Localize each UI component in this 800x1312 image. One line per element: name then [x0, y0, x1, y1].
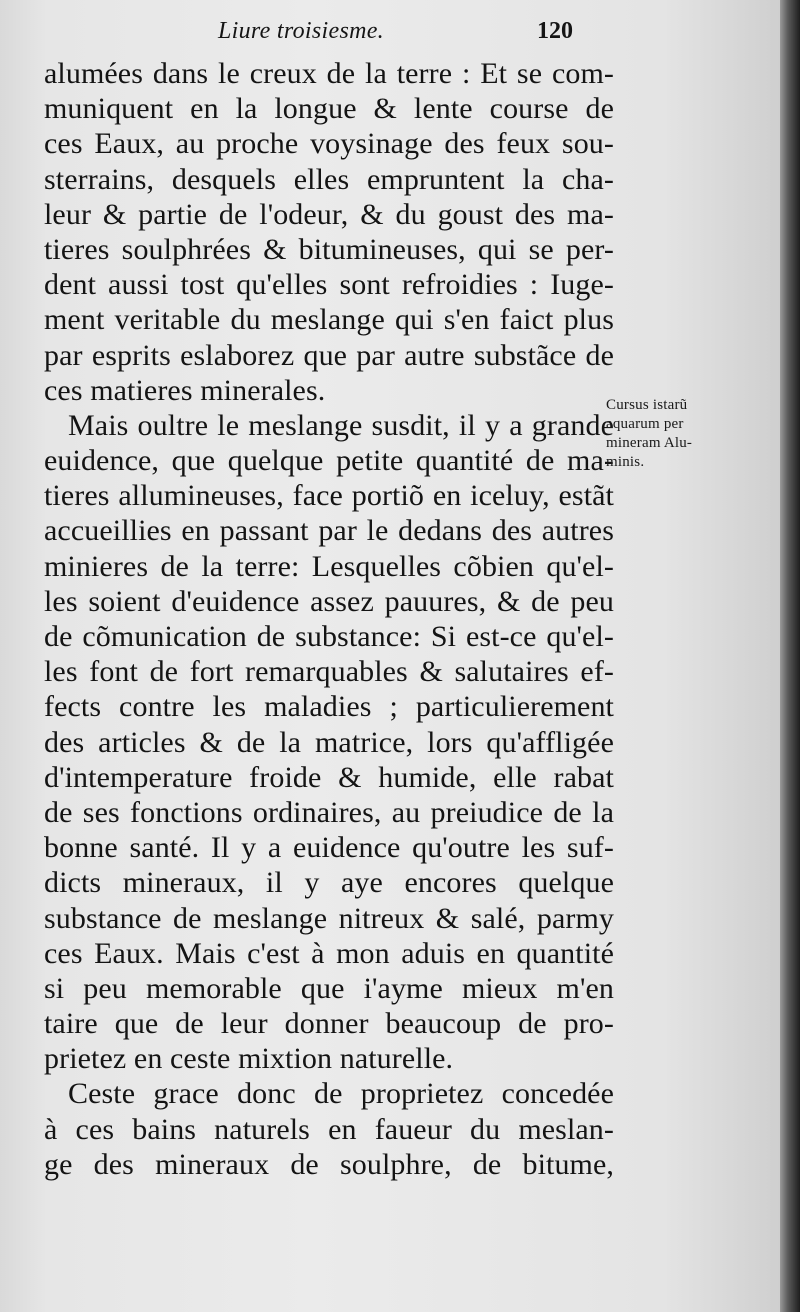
text-line: sterrains, desquels elles empruntent la cha- — [44, 162, 614, 196]
text-line: fects contre les maladies ; particulierement — [44, 690, 614, 724]
text-line: les soient d'euidence assez pauures, & de peu — [44, 584, 614, 618]
page-number: 120 — [537, 18, 573, 44]
body-text — [44, 56, 614, 1182]
text-line: substance de meslange nitreux & salé, parmy — [44, 901, 614, 935]
marginal-note-line: aquarum per — [606, 416, 684, 432]
text-line: minieres de la terre: Lesquelles cõbien qu'el- — [44, 549, 614, 583]
marginal-note-line: minis. — [606, 454, 645, 470]
marginal-note-line: mineram Alu- — [606, 435, 693, 451]
text-line: taire que de leur donner beaucoup de pro- — [44, 1007, 614, 1041]
text-line: muniquent en la longue & lente course de — [44, 92, 614, 126]
text-line: ces Eaux. Mais c'est à mon aduis en quantité — [44, 936, 614, 970]
text-line: leur & partie de l'odeur, & du goust des ma- — [44, 197, 614, 231]
text-line: de ses fonctions ordinaires, au preiudice de la — [44, 795, 614, 829]
text-line: dent aussi tost qu'elles sont refroidies : Iuge- — [44, 268, 614, 302]
marginal-note — [606, 396, 756, 472]
text-line: par esprits eslaborez que par autre substãce de — [44, 338, 614, 372]
marginal-note-line: Cursus istarũ — [606, 397, 688, 413]
text-line: d'intemperature froide & humide, elle rabat — [44, 760, 614, 794]
page-edge-shadow — [780, 0, 800, 1312]
page-header — [0, 18, 780, 52]
text-line: de cõmunication de substance: Si est-ce qu'el- — [44, 620, 614, 653]
text-line: tieres allumineuses, face portiõ en iceluy, estãt — [44, 479, 614, 513]
text-line: euidence, que quelque petite quantité de ma- — [44, 444, 614, 478]
text-line: si peu memorable que i'ayme mieux m'en — [44, 971, 614, 1005]
paragraph-first-line: Ceste grace donc de proprietez concedée — [68, 1077, 614, 1111]
text-line: tieres soulphrées & bitumineuses, qui se per- — [44, 232, 614, 266]
running-title: Liure troisiesme. — [218, 18, 384, 44]
text-line: accueillies en passant par le dedans des autres — [44, 514, 614, 548]
paragraph-first-line: Mais oultre le meslange susdit, il y a grande — [68, 408, 614, 442]
text-line: ces matieres minerales. — [44, 373, 326, 407]
text-line: ment veritable du meslange qui s'en faict plus — [44, 303, 614, 337]
text-line: ge des mineraux de soulphre, de bitume, — [44, 1147, 614, 1181]
text-line: des articles & de la matrice, lors qu'affligée — [44, 725, 614, 759]
text-line: dicts mineraux, il y aye encores quelque — [44, 866, 614, 900]
text-line: alumées dans le creux de la terre : Et se com- — [44, 57, 614, 90]
text-line: ces Eaux, au proche voysinage des feux sou- — [44, 127, 614, 161]
text-line: bonne santé. Il y a euidence qu'outre les suf- — [44, 831, 614, 865]
text-line: les font de fort remarquables & salutaires ef- — [44, 655, 614, 689]
text-line: prietez en ceste mixtion naturelle. — [44, 1042, 454, 1076]
text-line: à ces bains naturels en faueur du meslan- — [44, 1112, 614, 1146]
